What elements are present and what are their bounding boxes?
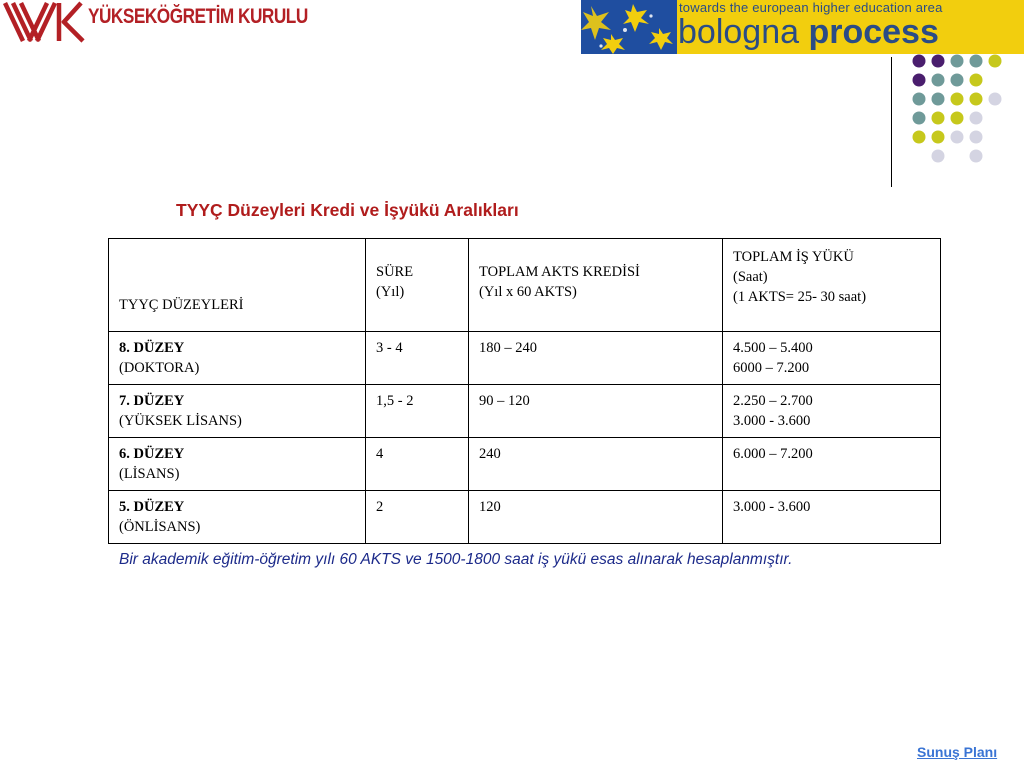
dot [913, 112, 926, 125]
dot [913, 74, 926, 87]
dot [989, 93, 1002, 106]
bologna-process-banner [581, 0, 1024, 54]
workload-value: 3.000 - 3.600 [733, 413, 811, 429]
dot [951, 112, 964, 125]
dot [932, 93, 945, 106]
dot [932, 55, 945, 68]
header-level [109, 239, 366, 332]
duration-cell: 2 [366, 491, 469, 544]
level-label: 6. DÜZEY [119, 446, 185, 462]
level-cell [109, 491, 366, 544]
level-label: 5. DÜZEY [119, 499, 185, 515]
yok-emblem-icon [3, 1, 87, 43]
table-row [109, 438, 941, 491]
table-header-row [109, 239, 941, 332]
levels-table [108, 238, 941, 544]
dot [970, 131, 983, 144]
level-name: (LİSANS) [119, 466, 180, 482]
dot [951, 93, 964, 106]
workload-cell [723, 491, 941, 544]
header-workload-unit: (Saat) [733, 269, 768, 285]
workload-value: 6.000 – 7.200 [733, 446, 813, 462]
workload-cell [723, 332, 941, 385]
dot [951, 55, 964, 68]
sunus-plani-link[interactable]: Sunuş Planı [917, 744, 998, 760]
header-credits [469, 239, 723, 332]
dot [932, 112, 945, 125]
header-credits-unit: (Yıl x 60 AKTS) [479, 284, 577, 300]
level-label: 7. DÜZEY [119, 393, 185, 409]
header-workload-note: (1 AKTS= 25- 30 saat) [733, 289, 867, 305]
duration-cell: 1,5 - 2 [366, 385, 469, 438]
dot [913, 93, 926, 106]
duration-cell: 3 - 4 [366, 332, 469, 385]
header-duration [366, 239, 469, 332]
level-label: 8. DÜZEY [119, 340, 185, 356]
dot [970, 150, 983, 163]
footnote: Bir akademik eğitim-öğretim yılı 60 AKTS ve 1500-1800 saat iş yükü esas alınarak hesaplanmıştır. [119, 551, 793, 568]
credits-cell: 240 [469, 438, 723, 491]
header-workload-label: TOPLAM İŞ YÜKÜ [733, 249, 854, 265]
bologna-tagline: towards the european higher education area [679, 0, 943, 15]
dot [951, 74, 964, 87]
dot [970, 74, 983, 87]
workload-value: 6000 – 7.200 [733, 360, 810, 376]
level-cell [109, 385, 366, 438]
vertical-divider [891, 57, 892, 187]
dot [932, 150, 945, 163]
table-row [109, 385, 941, 438]
dot [913, 131, 926, 144]
workload-value: 2.250 – 2.700 [733, 393, 813, 409]
level-name: (ÖNLİSANS) [119, 519, 201, 535]
dot [970, 112, 983, 125]
level-cell [109, 332, 366, 385]
level-cell [109, 438, 366, 491]
table-row [109, 332, 941, 385]
decorative-dot-grid [905, 52, 1009, 164]
bologna-word-1: bologna [678, 13, 800, 51]
workload-value: 3.000 - 3.600 [733, 499, 811, 515]
credits-cell: 180 – 240 [469, 332, 723, 385]
bologna-word-2: process [808, 13, 939, 51]
dot [989, 55, 1002, 68]
dot [913, 55, 926, 68]
workload-value: 4.500 – 5.400 [733, 340, 813, 356]
dot [932, 131, 945, 144]
bologna-wordmark [678, 12, 939, 52]
dot [970, 55, 983, 68]
header-level-label: TYYÇ DÜZEYLERİ [119, 297, 244, 313]
credits-cell: 120 [469, 491, 723, 544]
yok-logo-text: YÜKSEKÖĞRETİM KURULU [88, 5, 308, 28]
header-duration-unit: (Yıl) [376, 284, 405, 300]
workload-cell [723, 385, 941, 438]
header-credits-label: TOPLAM AKTS KREDİSİ [479, 264, 640, 280]
slide-title: TYYÇ Düzeyleri Kredi ve İşyükü Aralıkları [176, 200, 519, 220]
header-workload [723, 239, 941, 332]
level-name: (DOKTORA) [119, 360, 200, 376]
workload-cell [723, 438, 941, 491]
credits-cell: 90 – 120 [469, 385, 723, 438]
header-duration-label: SÜRE [376, 264, 414, 280]
yok-logo [3, 1, 308, 45]
dot [932, 74, 945, 87]
duration-cell: 4 [366, 438, 469, 491]
table-row [109, 491, 941, 544]
level-name: (YÜKSEK LİSANS) [119, 413, 242, 429]
bologna-stars-icon [581, 0, 677, 54]
dot [951, 131, 964, 144]
dot [970, 93, 983, 106]
